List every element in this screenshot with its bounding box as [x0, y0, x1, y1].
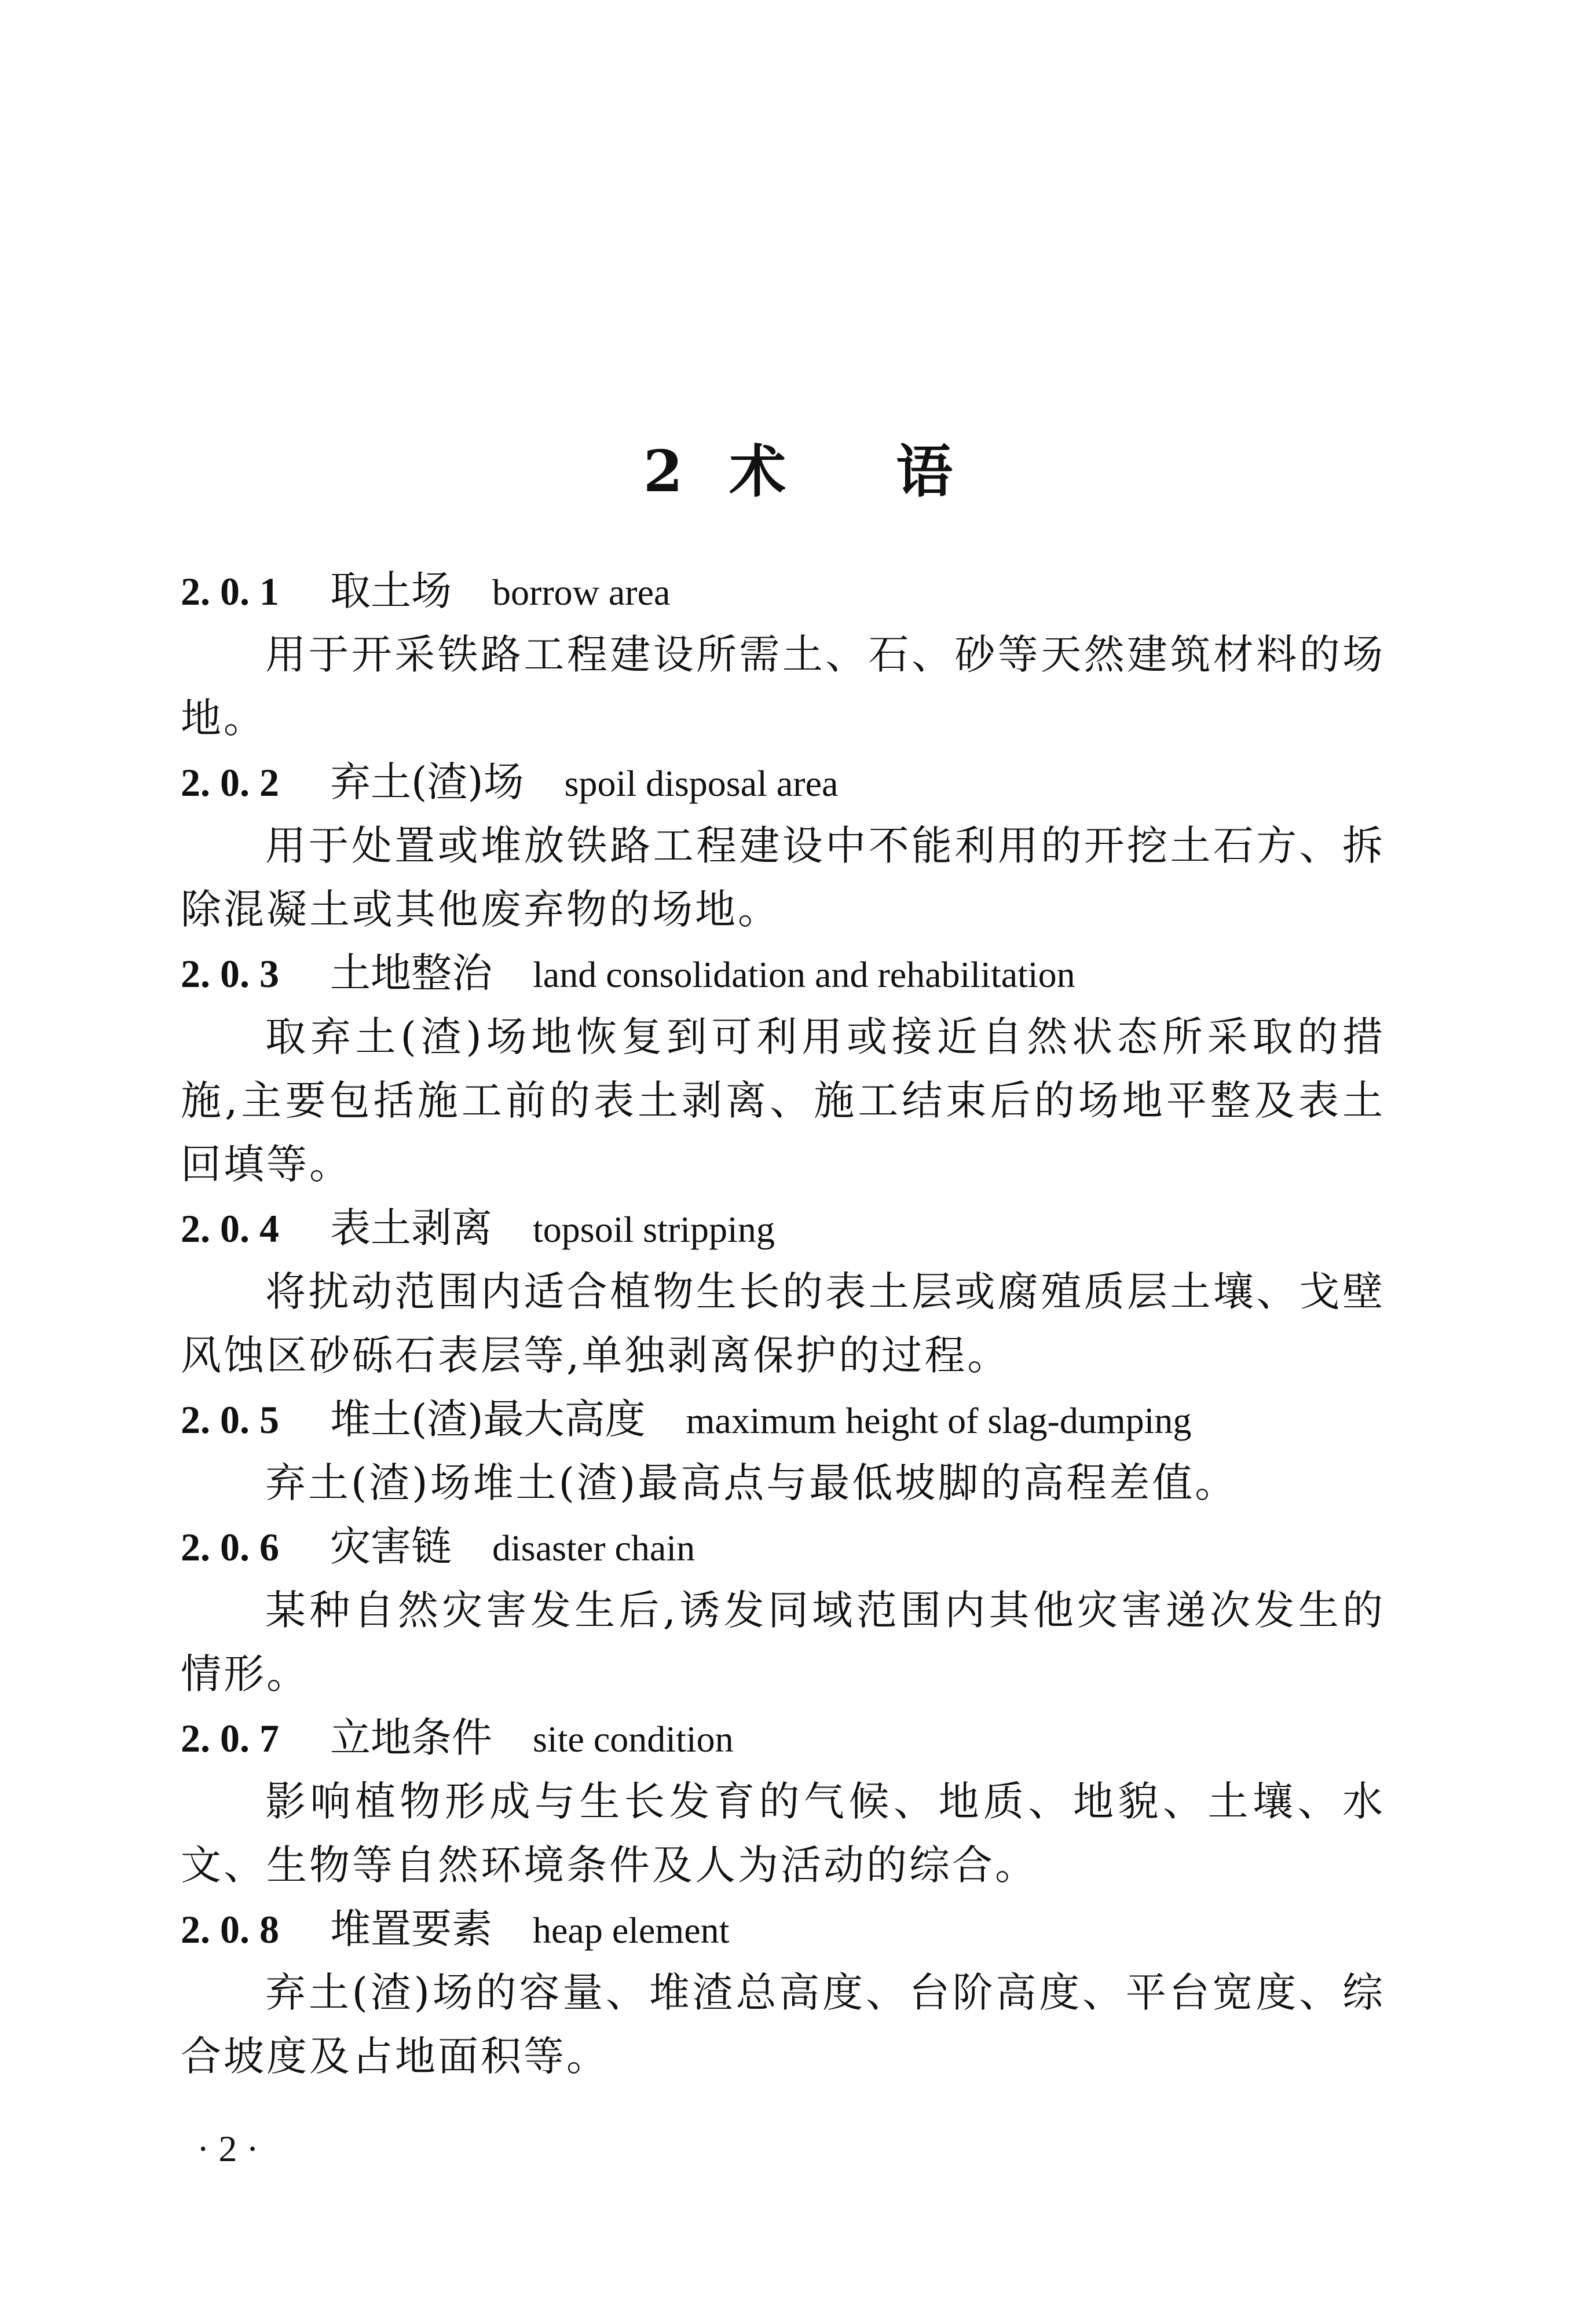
term-chinese: 灾害链: [330, 1523, 452, 1570]
term-number: 2. 0. 1: [181, 569, 279, 613]
term-definition: 用于处置或堆放铁路工程建设中不能利用的开挖土石方、拆除混凝土或其他废弃物的场地。: [181, 822, 1385, 933]
term-entry: [181, 1706, 1385, 1897]
term-english: disaster chain: [492, 1527, 695, 1569]
term-english: maximum height of slag-dumping: [686, 1400, 1192, 1441]
term-definition: 影响植物形成与生长发育的气候、地质、地貌、土壤、水文、生物等自然环境条件及人为活动的综合。: [181, 1778, 1385, 1889]
term-chinese: 土地整治: [330, 949, 492, 997]
term-number: 2. 0. 8: [181, 1907, 279, 1951]
term-english: borrow area: [492, 572, 671, 613]
term-definition: 弃土(渣)场的容量、堆渣总高度、台阶高度、平台宽度、综合坡度及占地面积等。: [181, 1969, 1385, 2080]
term-heading: [181, 1196, 1385, 1260]
term-heading: [181, 750, 1385, 814]
term-english: topsoil stripping: [533, 1209, 775, 1250]
term-heading: [181, 941, 1385, 1005]
term-heading: [181, 1515, 1385, 1578]
term-chinese: 表土剥离: [330, 1204, 492, 1252]
term-entry: [181, 1897, 1385, 2088]
term-english: spoil disposal area: [564, 763, 839, 804]
term-number: 2. 0. 7: [181, 1716, 279, 1760]
term-chinese: 堆土(渣)最大高度: [330, 1395, 646, 1443]
term-number: 2. 0. 4: [181, 1207, 279, 1251]
chapter-title: [0, 432, 1596, 513]
term-heading: [181, 1387, 1385, 1451]
term-definition: 取弃土(渣)场地恢复到可利用或接近自然状态所采取的措施,主要包括施工前的表土剥离、施工结束后的场地平整及表土回填等。: [181, 1013, 1385, 1188]
term-definition: 用于开采铁路工程建设所需土、石、砂等天然建筑材料的场地。: [181, 631, 1385, 742]
term-chinese: 弃土(渣)场: [330, 758, 524, 806]
term-heading: [181, 1897, 1385, 1961]
term-number: 2. 0. 6: [181, 1525, 279, 1569]
term-definition: 某种自然灾害发生后,诱发同域范围内其他灾害递次发生的情形。: [181, 1586, 1385, 1698]
chapter-title-char-1: 术: [729, 438, 786, 505]
chapter-title-char-2: 语: [896, 438, 953, 505]
term-entry: [181, 750, 1385, 941]
term-entry: [181, 941, 1385, 1196]
term-entry: [181, 559, 1385, 750]
page-number: · 2 ·: [197, 2128, 259, 2169]
term-entry: [181, 1196, 1385, 1387]
term-definition: 将扰动范围内适合植物生长的表土层或腐殖质层土壤、戈壁风蚀区砂砾石表层等,单独剥离保护的过程。: [181, 1268, 1385, 1379]
term-entry: [181, 1387, 1385, 1515]
term-heading: [181, 1706, 1385, 1770]
term-number: 2. 0. 5: [181, 1398, 279, 1442]
term-entry: [181, 1515, 1385, 1706]
term-english: heap element: [533, 1910, 730, 1951]
term-definition: 弃土(渣)场堆土(渣)最高点与最低坡脚的高程差值。: [265, 1459, 1238, 1507]
term-english: land consolidation and rehabilitation: [533, 954, 1075, 995]
term-chinese: 堆置要素: [330, 1905, 492, 1953]
term-heading: [181, 559, 1385, 623]
chapter-number: 2: [643, 438, 683, 505]
term-chinese: 立地条件: [330, 1714, 492, 1761]
term-number: 2. 0. 3: [181, 952, 279, 996]
terms-list: [181, 559, 1385, 2088]
term-number: 2. 0. 2: [181, 761, 279, 805]
term-english: site condition: [533, 1719, 734, 1760]
term-chinese: 取土场: [330, 567, 452, 615]
